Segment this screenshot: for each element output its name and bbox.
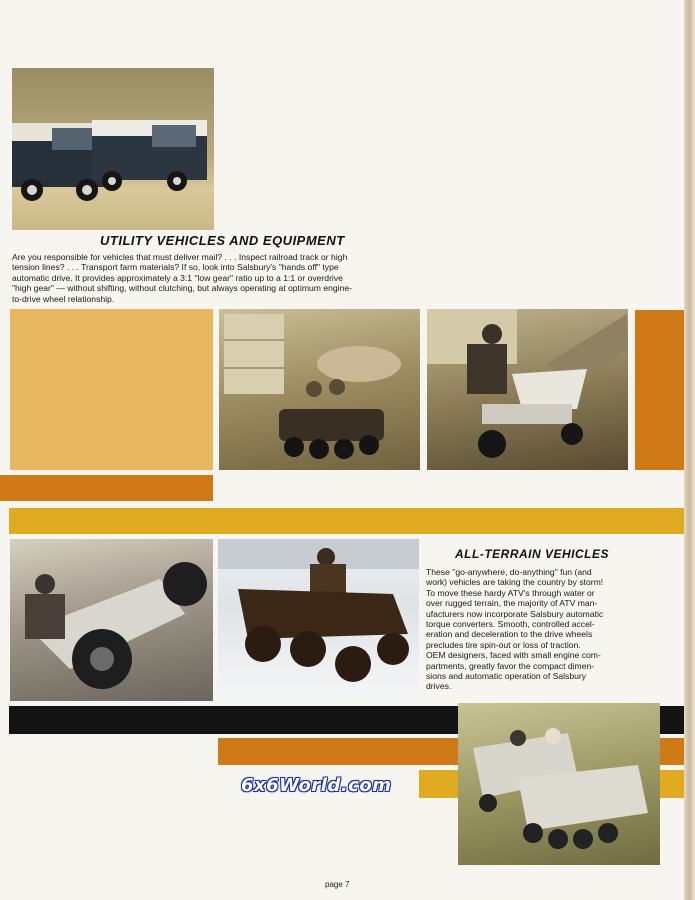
snow-atv-illustration	[218, 539, 419, 701]
atv-body-line: partments, greatly favor the compact dimen-	[426, 660, 595, 671]
mail-trucks-illustration	[12, 68, 214, 230]
atv-body-text	[426, 567, 672, 692]
utility-heading: UTILITY VEHICLES AND EQUIPMENT	[100, 233, 345, 248]
amphibious-atv-illustration	[458, 703, 660, 865]
atv-body-line: eration and deceleration to the drive wheels	[426, 629, 593, 640]
tan-color-block	[10, 309, 213, 470]
photo-atv-climbing	[10, 539, 213, 701]
utility-body-line: automatic drive. It provides approximately a 3:1 "low gear" ratio up to a 1:1 or overdrive	[12, 272, 343, 283]
atv-body-line: work) vehicles are taking the country by storm!	[426, 577, 604, 588]
atv-body-line: torque converters. Smooth, controlled accel-	[426, 619, 595, 630]
climbing-atv-illustration	[10, 539, 213, 701]
farm-atv-illustration	[219, 309, 420, 470]
orange-right-block	[635, 310, 684, 470]
utility-cart-illustration	[427, 309, 628, 470]
utility-body-text	[12, 252, 422, 304]
gold-stripe-wide	[9, 508, 684, 534]
page-edge-shadow	[684, 0, 695, 900]
watermark-text: 6x6World.com	[241, 775, 392, 796]
photo-mail-trucks	[12, 68, 214, 230]
atv-body-line: To move these hardy ATV's through water or	[426, 587, 595, 598]
atv-body-line: These "go-anywhere, do-anything" fun (and	[426, 567, 592, 577]
utility-body-line: Are you responsible for vehicles that must deliver mail? . . . Inspect railroad track or high	[12, 252, 348, 262]
atv-body-line: over rugged terrain, the majority of ATV man-	[426, 598, 598, 609]
atv-body-line: precludes tire spin-out or loss of traction.	[426, 639, 581, 650]
atv-body-line: drives.	[426, 681, 452, 692]
atv-body-line: ufacturers now incorporate Salsbury automatic	[426, 608, 604, 619]
atv-body-line: OEM designers, faced with small engine com-	[426, 650, 601, 661]
utility-body-line: tension lines? . . . Transport farm materials? If so, look into Salsbury's "hands off" type	[12, 262, 339, 273]
photo-atv-farm-hay	[219, 309, 420, 470]
utility-body-line: to-drive wheel relationship.	[12, 293, 115, 304]
photo-atv-snow	[218, 539, 419, 701]
atv-heading: ALL-TERRAIN VEHICLES	[455, 547, 609, 561]
photo-utility-cart	[427, 309, 628, 470]
photo-amphibious-atv	[458, 703, 660, 865]
utility-body-line: "high gear" — without shifting, without clutching, but always operating at optimum engine-	[12, 283, 353, 294]
page-number: page 7	[325, 880, 350, 889]
orange-stripe-left	[0, 475, 213, 501]
atv-body-line: sions and automatic operation of Salsbury	[426, 671, 587, 682]
